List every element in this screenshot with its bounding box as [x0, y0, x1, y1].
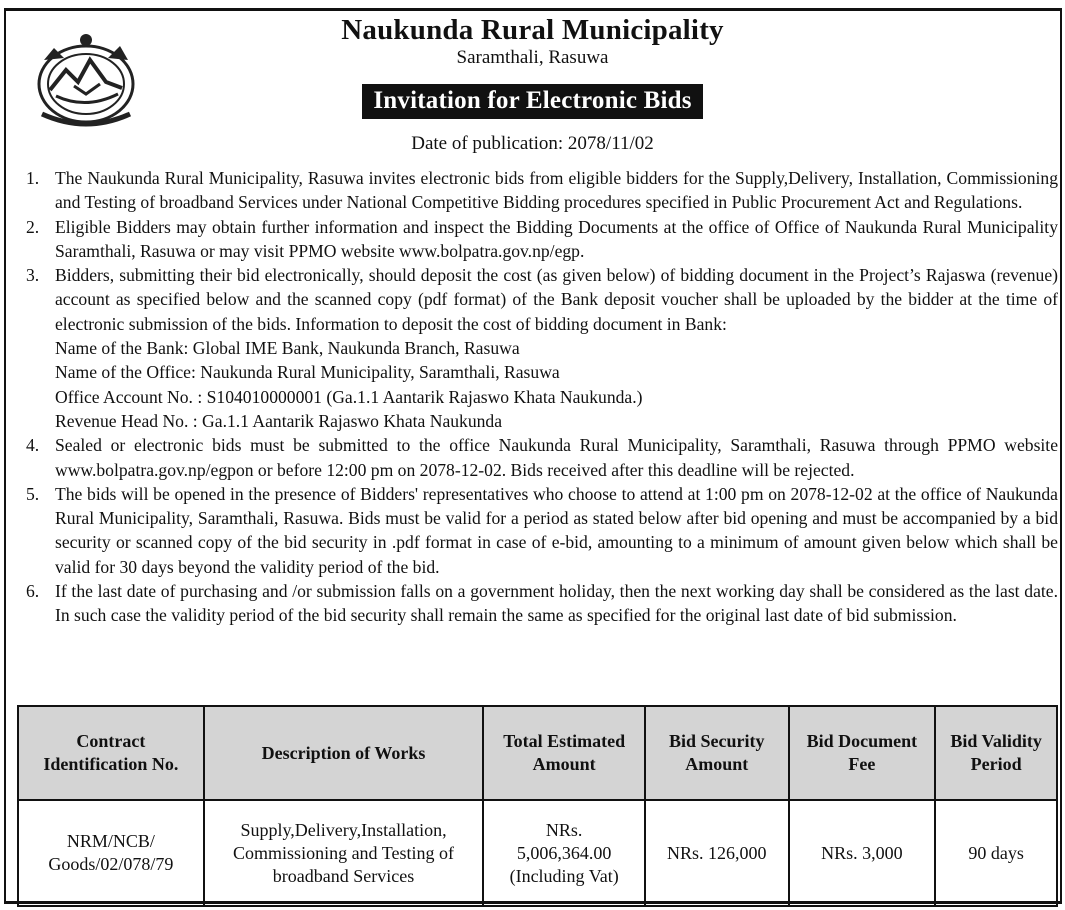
notice-banner: Invitation for Electronic Bids: [362, 84, 702, 119]
header-line: Amount: [532, 754, 596, 774]
cell-line: broadband Services: [272, 865, 415, 886]
item-text: The Naukunda Rural Municipality, Rasuwa invites electronic bids from eligible bidders for the Supply,Delivery, Installation, Commissioning and Testing of broadband Services under National Competitive Bidding procedures specified in Public Procurement Act and Regulations.: [55, 168, 1058, 213]
notice-item-2: [26, 215, 1058, 264]
header-line: Identification No.: [43, 754, 179, 774]
item-number: 5.: [26, 483, 40, 504]
header-line: Bid Validity: [950, 731, 1042, 751]
item-text: The bids will be opened in the presence of Bidders' representatives who choose to attend at 1:00 pm on 2078-12-02 at the office of Naukunda Rural Municipality, Saramthali, Rasuwa. Bids must be valid for a period as stated below after bid opening and must be accompanied by a bid security or scanned copy of the bid security in .pdf format in case of e-bid, amounting to a minimum of amount given below which shall be valid for 30 days beyond the validity period of the bid.: [55, 483, 1058, 577]
item-text: If the last date of purchasing and /or submission falls on a government holiday, then the next working day shall be considered as the last date. In such case the validity period of the bid security shall remain the same as specified for the original last date of bid submission.: [55, 581, 1058, 626]
table-row: [18, 800, 1057, 906]
header-line: Bid Document: [806, 731, 918, 751]
header-description: [204, 706, 484, 800]
cell-contract-id: [18, 800, 204, 906]
revenue-head-line: Revenue Head No. : Ga.1.1 Aantarik Rajaswo Khata Naukunda: [55, 410, 503, 431]
notice-items: [26, 166, 1058, 628]
cell-document-fee: [789, 800, 936, 906]
cell-estimated-amount: [483, 800, 645, 906]
notice-item-4: [26, 433, 1058, 482]
header-bid-security: [645, 706, 789, 800]
cell-line: NRs. 3,000: [821, 842, 903, 863]
header-line: Period: [970, 754, 1022, 774]
notice-item-6: [26, 579, 1058, 628]
notice-item-5: [26, 482, 1058, 579]
cell-line: 90 days: [968, 842, 1024, 863]
header-line: Total Estimated: [503, 731, 626, 751]
organization-name: Naukunda Rural Municipality: [341, 14, 724, 46]
item-number: 2.: [26, 216, 40, 237]
cell-description: [204, 800, 484, 906]
item-number: 4.: [26, 435, 40, 456]
header-line: Amount: [685, 754, 749, 774]
banner-container: [0, 84, 1065, 119]
cell-bid-security: [645, 800, 789, 906]
header-line: Fee: [848, 754, 876, 774]
header-line: Bid Security: [669, 731, 765, 751]
item-number: 1.: [26, 168, 40, 188]
cell-validity-period: [935, 800, 1057, 906]
publication-date: Date of publication: 2078/11/02: [411, 133, 654, 154]
header-validity-period: [935, 706, 1057, 800]
account-number-line: Office Account No. : S104010000001 (Ga.1.1 Aantarik Rajaswo Khata Naukunda.): [55, 386, 643, 407]
header-line: Description of Works: [261, 742, 426, 763]
item-text: Bidders, submitting their bid electronically, should deposit the cost (as given below) of bidding document in the Project’s Rajaswa (revenue) account as specified below and the scanned copy (pdf format) of the Bank deposit voucher shall be uploaded by the bidder at the time of electronic submission of the bids. Information to deposit the cost of bidding document in Bank:: [55, 265, 1058, 334]
header-line: Contract: [76, 731, 146, 751]
cell-line: NRM/NCB/: [66, 831, 155, 851]
table-header-row: [18, 706, 1057, 800]
notice-item-3: [26, 263, 1058, 433]
item-number: 3.: [26, 265, 40, 286]
organization-location: Saramthali, Rasuwa: [456, 47, 609, 68]
bid-details-table: [17, 705, 1058, 907]
cell-line: Commissioning and Testing of: [233, 842, 454, 863]
cell-line: NRs.: [545, 819, 583, 840]
cell-line: (Including Vat): [509, 865, 619, 886]
bank-name-line: Name of the Bank: Global IME Bank, Naukunda Branch, Rasuwa: [55, 338, 520, 359]
item-text: Eligible Bidders may obtain further information and inspect the Bidding Documents at the office of Office of Naukunda Rural Municipality Saramthali, Rasuwa or may visit PPMO website www.bolpatra.gov.np/egp.: [55, 216, 1058, 261]
item-text: Sealed or electronic bids must be submitted to the office Naukunda Rural Municipality, Saramthali, Rasuwa through PPMO website www.bolpatra.gov.np/egpon or before 12:00 pm on 2078-12-02. Bids received after this deadline will be rejected.: [55, 435, 1058, 480]
header-document-fee: [789, 706, 936, 800]
cell-line: Goods/02/078/79: [48, 854, 174, 874]
cell-line: NRs. 126,000: [667, 842, 767, 863]
cell-line: 5,006,364.00: [516, 842, 612, 863]
cell-line: Supply,Delivery,Installation,: [240, 819, 447, 840]
office-name-line: Name of the Office: Naukunda Rural Municipality, Saramthali, Rasuwa: [55, 362, 560, 383]
notice-item-1: [26, 166, 1058, 215]
header-estimated-amount: [483, 706, 645, 800]
item-number: 6.: [26, 581, 40, 602]
header-contract-id: [18, 706, 204, 800]
